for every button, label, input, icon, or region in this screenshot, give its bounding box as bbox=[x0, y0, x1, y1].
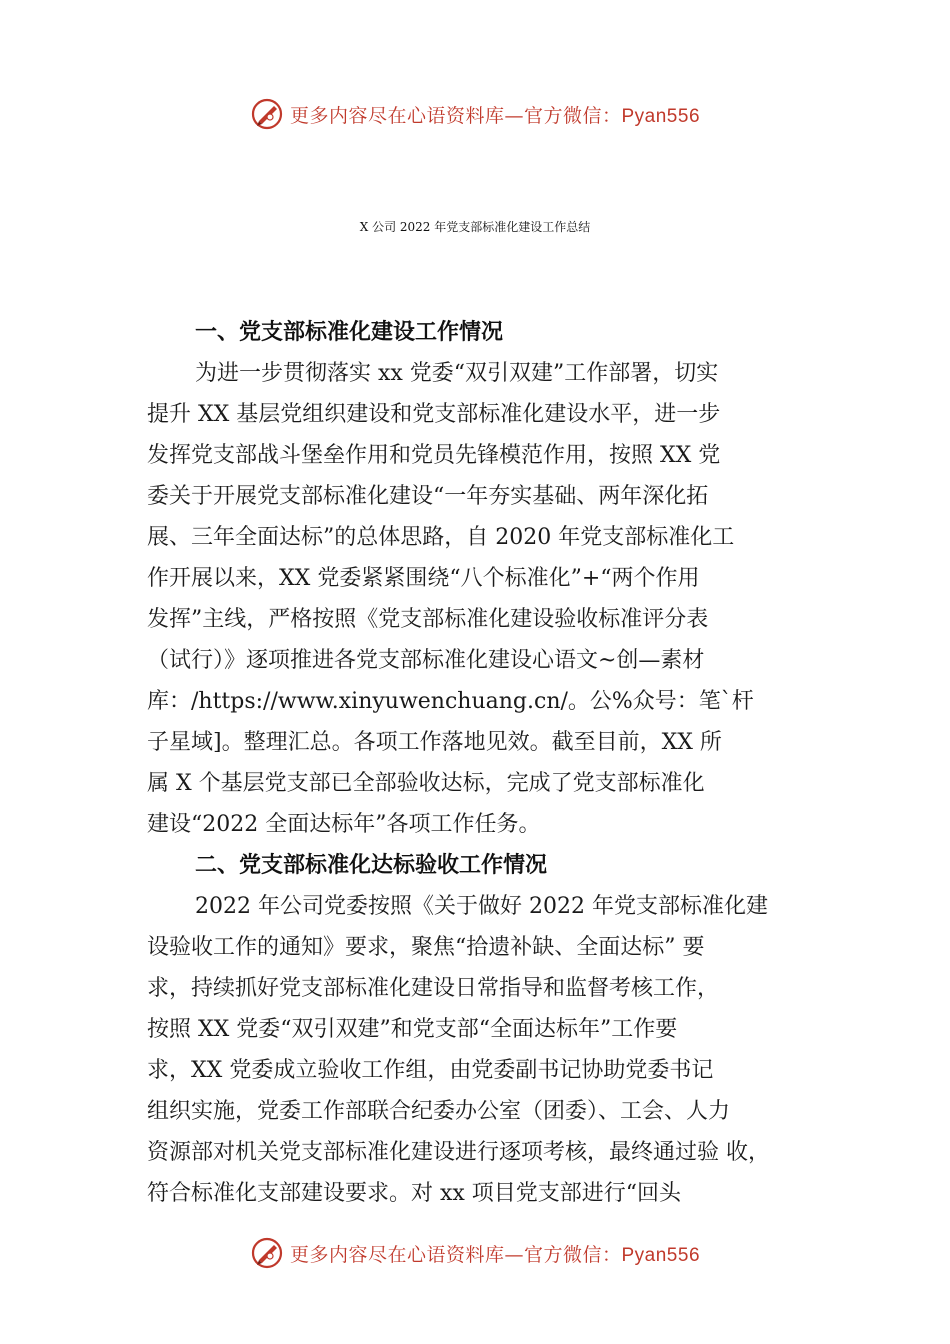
section-heading-1: 一、党支部标准化建设工作情况 bbox=[195, 320, 504, 345]
footer-banner bbox=[0, 1233, 950, 1273]
text-line: 作开展以来，XX 党委紧紧围绕“八个标准化”+“两个作用 bbox=[147, 566, 700, 591]
section-paragraph-2 bbox=[147, 886, 837, 1214]
text-line: 属 X 个基层党支部已全部验收达标，完成了党支部标准化 bbox=[147, 771, 705, 796]
text-line: 组织实施，党委工作部联合纪委办公室（团委）、工会、人力 bbox=[147, 1099, 731, 1124]
text-line: 资源部对机关党支部标准化建设进行逐项考核，最终通过验 收， bbox=[147, 1140, 770, 1165]
text-line: （试行）》逐项推进各党支部标准化建设心语文~创—素材 bbox=[147, 648, 705, 673]
text-line: 库：/https://www.xinyuwenchuang.cn/。公%众号：笔`杆 bbox=[147, 689, 754, 714]
text-line: 求，持续抓好党支部标准化建设日常指导和监督考核工作， bbox=[147, 976, 720, 1001]
section-paragraph-1 bbox=[147, 353, 837, 845]
text-line: 符合标准化支部建设要求。对 xx 项目党支部进行“回头 bbox=[147, 1181, 682, 1206]
text-line: 按照 XX 党委“双引双建”和党支部“全面达标年”工作要 bbox=[147, 1017, 678, 1042]
banner-text: 更多内容尽在心语资料库—官方微信：Pyan556 bbox=[289, 104, 701, 127]
text-line: 求，XX 党委成立验收工作组，由党委副书记协助党委书记 bbox=[147, 1058, 714, 1083]
text-line: 展、三年全面达标”的总体思路，自 2020 年党支部标准化工 bbox=[147, 525, 735, 550]
text-line: 委关于开展党支部标准化建设“一年夯实基础、两年深化拓 bbox=[147, 484, 709, 509]
section-heading-2: 二、党支部标准化达标验收工作情况 bbox=[195, 853, 548, 878]
text-line: 2022 年公司党委按照《关于做好 2022 年党支部标准化建 bbox=[195, 894, 768, 919]
text-line: 设验收工作的通知》要求，聚焦“拾遗补缺、全面达标” 要 bbox=[147, 935, 705, 960]
text-line: 为进一步贯彻落实 xx 党委“双引双建”工作部署，切实 bbox=[195, 361, 719, 386]
text-line: 发挥”主线，严格按照《党支部标准化建设验收标准评分表 bbox=[147, 607, 709, 632]
text-line: 子星域]。整理汇总。各项工作落地见效。截至目前，XX 所 bbox=[147, 730, 722, 755]
header-banner bbox=[0, 94, 950, 134]
document-title: X 公司 2022 年党支部标准化建设工作总结 bbox=[359, 220, 591, 234]
text-line: 提升 XX 基层党组织建设和党支部标准化建设水平，进一步 bbox=[147, 402, 721, 427]
text-line: 建设“2022 全面达标年”各项工作任务。 bbox=[147, 812, 541, 837]
pen-logo-icon bbox=[250, 97, 284, 131]
document-body bbox=[147, 312, 837, 1214]
banner-text: 更多内容尽在心语资料库—官方微信：Pyan556 bbox=[289, 1243, 701, 1266]
text-line: 发挥党支部战斗堡垒作用和党员先锋模范作用，按照 XX 党 bbox=[147, 443, 721, 468]
pen-logo-icon bbox=[250, 1236, 284, 1270]
